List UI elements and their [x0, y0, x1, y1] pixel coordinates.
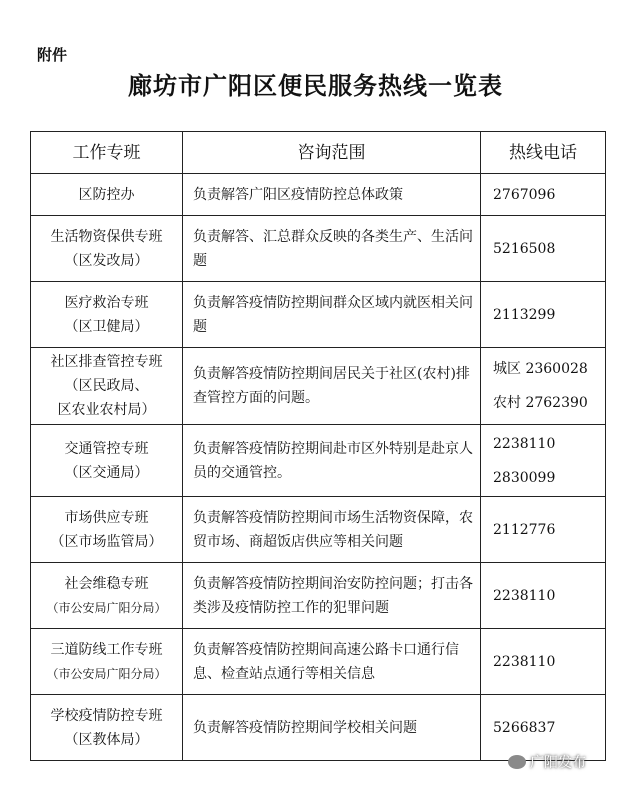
phone-number: 农村 2762390	[493, 395, 588, 411]
phone-number: 2113299	[493, 306, 556, 323]
phone-cell	[481, 497, 606, 563]
watermark-text: 广阳发布	[530, 755, 586, 771]
table-row	[31, 425, 606, 497]
team-name: 交通管控专班	[64, 440, 149, 457]
team-department: （区市场监管局）	[50, 533, 163, 550]
phone-number: 2238110	[493, 587, 556, 604]
table-row	[31, 348, 606, 425]
phone-number: 5266837	[493, 719, 556, 736]
table-row	[31, 216, 606, 282]
table-header-row	[31, 132, 606, 174]
team-cell	[31, 629, 183, 695]
team-name: 生活物资保供专班	[50, 228, 163, 245]
team-cell	[31, 282, 183, 348]
team-department: 区农业农村局）	[57, 402, 156, 418]
scope-cell: 负责解答疫情防控期间市场生活物资保障，农贸市场、商超饭店供应等相关问题	[183, 497, 481, 563]
phone-cell	[481, 282, 606, 348]
scope-cell: 负责解答疫情防控期间群众区域内就医相关问题	[183, 282, 481, 348]
team-cell	[31, 216, 183, 282]
team-name: 社区排查管控专班	[50, 354, 163, 370]
scope-cell: 负责解答疫情防控期间赴市区外特别是赴京人员的交通管控。	[183, 425, 481, 497]
team-department: （区发改局）	[64, 252, 149, 269]
team-cell	[31, 563, 183, 629]
team-name: 三道防线工作专班	[50, 641, 163, 658]
watermark	[508, 752, 586, 772]
team-cell	[31, 174, 183, 216]
team-name: 市场供应专班	[64, 509, 149, 526]
scope-cell: 负责解答疫情防控期间学校相关问题	[183, 695, 481, 761]
table-row	[31, 497, 606, 563]
team-department: （区教体局）	[64, 731, 149, 748]
table-row	[31, 629, 606, 695]
table-row	[31, 563, 606, 629]
scope-cell: 负责解答疫情防控期间高速公路卡口通行信息、检查站点通行等相关信息	[183, 629, 481, 695]
team-name: 区防控办	[78, 186, 135, 203]
team-name: 社会维稳专班	[64, 575, 149, 592]
phone-cell	[481, 174, 606, 216]
page-title: 廊坊市广阳区便民服务热线一览表	[128, 71, 503, 100]
team-name: 学校疫情防控专班	[50, 707, 163, 724]
phone-number: 2238110	[493, 653, 556, 670]
table-row	[31, 174, 606, 216]
scope-cell: 负责解答、汇总群众反映的各类生产、生活问题	[183, 216, 481, 282]
phone-number: 2238110	[493, 435, 556, 452]
column-header-team: 工作专班	[31, 132, 183, 174]
phone-cell	[481, 695, 606, 761]
scope-cell: 负责解答广阳区疫情防控总体政策	[183, 174, 481, 216]
team-department: （区卫健局）	[64, 318, 149, 335]
scope-cell: 负责解答疫情防控期间治安防控问题；打击各类涉及疫情防控工作的犯罪问题	[183, 563, 481, 629]
phone-number: 2830099	[493, 469, 556, 486]
team-department: （市公安局广阳分局）	[46, 600, 167, 615]
wechat-icon	[508, 755, 526, 769]
phone-cell	[481, 563, 606, 629]
phone-cell	[481, 425, 606, 497]
phone-cell	[481, 216, 606, 282]
hotline-table	[30, 131, 606, 761]
phone-number: 5216508	[493, 240, 556, 257]
column-header-phone: 热线电话	[481, 132, 606, 174]
phone-number: 2112776	[493, 521, 556, 538]
scope-cell: 负责解答疫情防控期间居民关于社区(农村)排查管控方面的问题。	[183, 348, 481, 425]
team-cell	[31, 497, 183, 563]
table-row	[31, 282, 606, 348]
phone-number: 2767096	[493, 186, 556, 203]
team-cell	[31, 425, 183, 497]
phone-cell	[481, 629, 606, 695]
team-department: （区交通局）	[64, 464, 149, 481]
team-name: 医疗救治专班	[64, 294, 149, 311]
column-header-scope: 咨询范围	[183, 132, 481, 174]
table-row	[31, 695, 606, 761]
phone-number: 城区 2360028	[493, 361, 588, 377]
attachment-label: 附件	[37, 46, 68, 64]
team-cell	[31, 348, 183, 425]
phone-cell	[481, 348, 606, 425]
team-department: （区民政局、	[64, 378, 149, 394]
team-department: （市公安局广阳分局）	[46, 666, 167, 681]
team-cell	[31, 695, 183, 761]
